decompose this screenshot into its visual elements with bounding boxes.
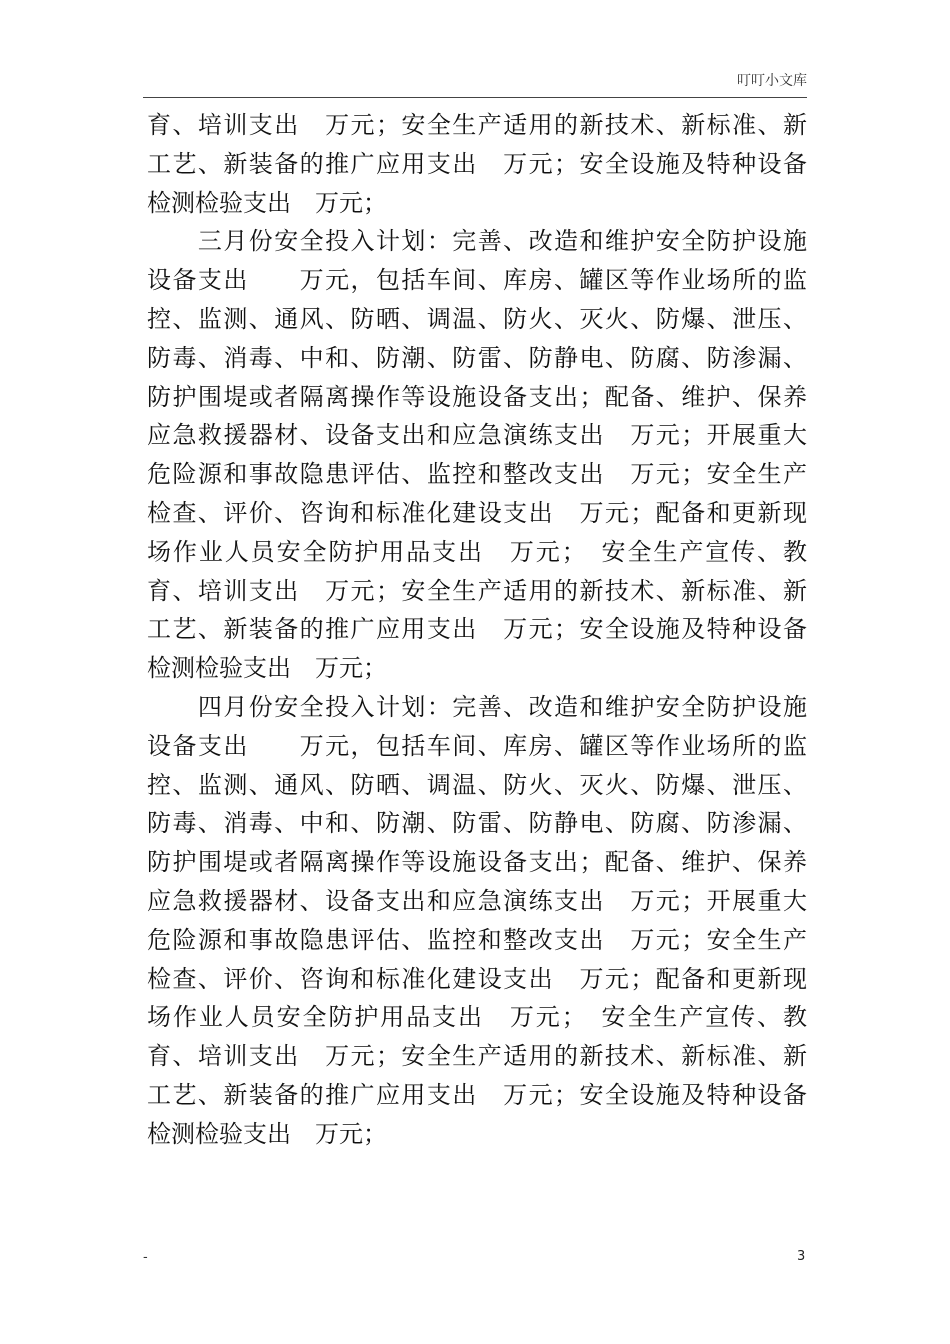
text-line: 工艺、新装备的推广应用支出 万元；安全设施及特种设备: [147, 1080, 807, 1109]
text-line: 场作业人员安全防护用品支出 万元； 安全生产宣传、教: [147, 537, 807, 566]
text-line: 工艺、新装备的推广应用支出 万元；安全设施及特种设备: [147, 615, 807, 644]
text-line: 设备支出 万元，包括车间、库房、罐区等作业场所的监: [147, 731, 807, 760]
text-line: 控、监测、通风、防晒、调温、防火、灭火、防爆、泄压、: [147, 770, 807, 799]
text-line: 育、培训支出 万元；安全生产适用的新技术、新标准、新: [147, 111, 807, 139]
text-line: 防毒、消毒、中和、防潮、防雷、防静电、防腐、防渗漏、: [147, 343, 807, 372]
text-line: 育、培训支出 万元；安全生产适用的新技术、新标准、新: [147, 576, 807, 605]
text-line: 控、监测、通风、防晒、调温、防火、灭火、防爆、泄压、: [147, 304, 807, 333]
text-line: 检查、评价、咨询和标准化建设支出 万元；配备和更新现: [147, 498, 807, 527]
header-brand: 叮叮小文库: [737, 73, 807, 89]
footer-mark: -: [143, 1250, 148, 1265]
text-line: 检查、评价、咨询和标准化建设支出 万元；配备和更新现: [147, 964, 807, 993]
text-line: 应急救援器材、设备支出和应急演练支出 万元；开展重大: [147, 421, 807, 450]
text-line: 防护围堤或者隔离操作等设施设备支出；配备、维护、保养: [147, 382, 807, 411]
text-line: 防护围堤或者隔离操作等设施设备支出；配备、维护、保养: [147, 848, 807, 877]
text-line: 检测检验支出 万元；: [147, 1119, 387, 1148]
text-line: 危险源和事故隐患评估、监控和整改支出 万元；安全生产: [147, 460, 807, 489]
text-line: 检测检验支出 万元；: [147, 188, 387, 217]
text-line: 工艺、新装备的推广应用支出 万元；安全设施及特种设备: [147, 149, 807, 178]
text-line: 检测检验支出 万元；: [147, 654, 387, 683]
text-line: 场作业人员安全防护用品支出 万元； 安全生产宣传、教: [147, 1003, 807, 1032]
header-divider: [143, 97, 807, 98]
document-body: [147, 106, 807, 1154]
text-line: 四月份安全投入计划：完善、改造和维护安全防护设施: [147, 692, 807, 721]
text-line: 育、培训支出 万元；安全生产适用的新技术、新标准、新: [147, 1042, 807, 1071]
text-line: 危险源和事故隐患评估、监控和整改支出 万元；安全生产: [147, 925, 807, 954]
text-line: 设备支出 万元，包括车间、库房、罐区等作业场所的监: [147, 266, 807, 295]
text-line: 三月份安全投入计划：完善、改造和维护安全防护设施: [147, 227, 807, 256]
text-line: 防毒、消毒、中和、防潮、防雷、防静电、防腐、防渗漏、: [147, 809, 807, 838]
page-number: 3: [797, 1249, 806, 1264]
text-line: 应急救援器材、设备支出和应急演练支出 万元；开展重大: [147, 886, 807, 915]
